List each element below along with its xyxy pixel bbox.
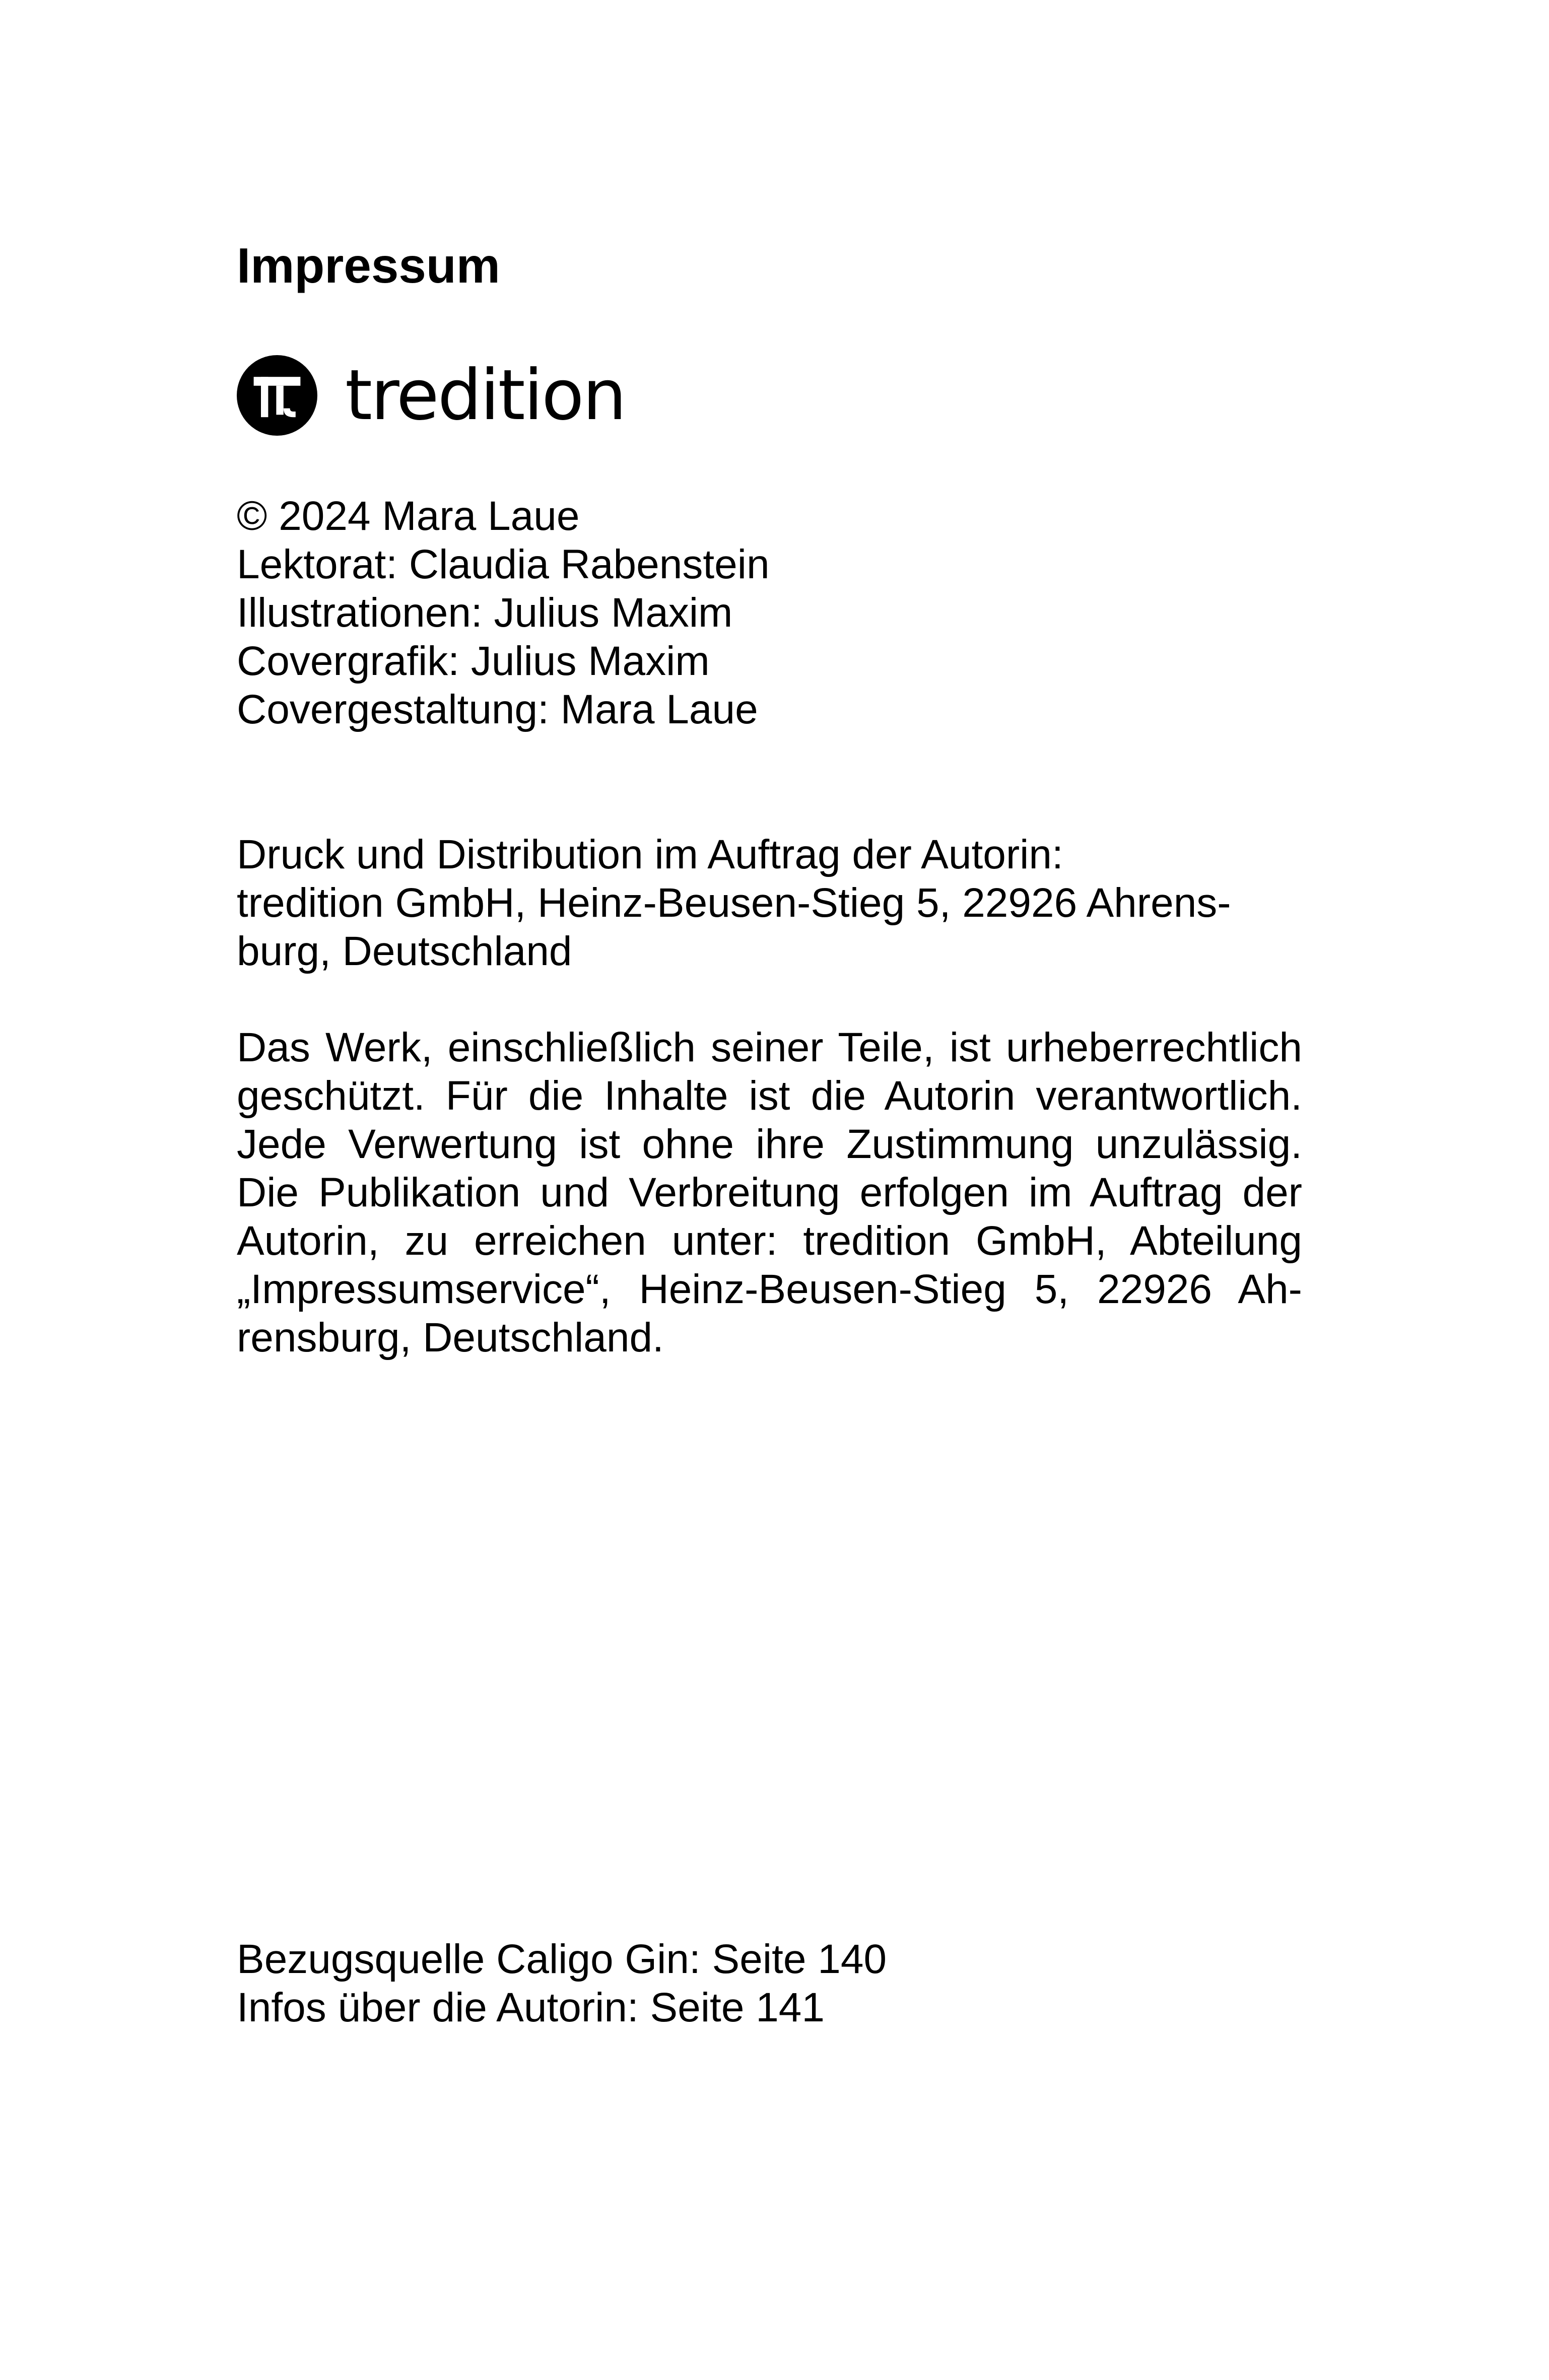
gin-source-line: Bezugsquelle Caligo Gin: Seite 140 [237, 1936, 887, 1982]
print-distribution-line: Druck und Distribution im Auftrag der Autorin: [237, 832, 1063, 877]
tredition-wordmark: tredition [345, 355, 625, 436]
print-distribution-line: tredition GmbH, Heinz-Beusen-Stieg 5, 22926 Ahrens- [237, 880, 1231, 926]
legal-notice-line: Die Publikation und Verbreitung erfolgen im Auftrag der [237, 1170, 1302, 1215]
legal-notice-line: Das Werk, einschließlich seiner Teile, ist urheberrechtlich [237, 1025, 1302, 1070]
tredition-logo-icon [237, 355, 317, 436]
legal-notice-line: rensburg, Deutschland. [237, 1315, 664, 1361]
publisher-logo [237, 355, 625, 436]
legal-notice-line: Jede Verwertung ist ohne ihre Zustimmung unzulässig. [237, 1121, 1302, 1167]
legal-notice-line: geschützt. Für die Inhalte ist die Autorin verantwortlich. [237, 1073, 1302, 1119]
print-distribution-block [237, 831, 1259, 976]
legal-notice-block [237, 1024, 1302, 1362]
illustrations-line: Illustrationen: Julius Maxim [237, 590, 733, 636]
page-title: Impressum [237, 238, 500, 293]
legal-notice-line: Autorin, zu erreichen unter: tredition GmbH, Abteilung [237, 1218, 1302, 1264]
legal-notice-line: „Impressumservice“, Heinz-Beusen-Stieg 5, 22926 Ah- [237, 1266, 1302, 1312]
cover-design-line: Covergestaltung: Mara Laue [237, 687, 758, 732]
print-distribution-line: burg, Deutschland [237, 928, 572, 974]
credits-block [237, 492, 770, 734]
copyright-line: © 2024 Mara Laue [237, 493, 580, 539]
author-info-line: Infos über die Autorin: Seite 141 [237, 1985, 825, 2030]
page-references-block [237, 1935, 887, 2032]
cover-graphic-line: Covergrafik: Julius Maxim [237, 638, 710, 684]
editor-line: Lektorat: Claudia Rabenstein [237, 541, 770, 587]
